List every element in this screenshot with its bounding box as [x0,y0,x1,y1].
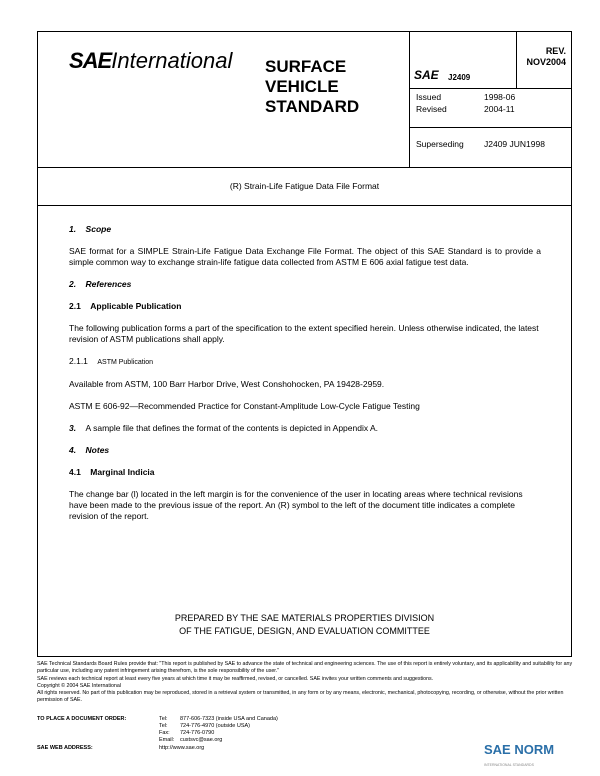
superseding-value: J2409 JUN1998 [484,139,545,149]
applicable-publication-text: The following publication forms a part of the specification to the extent specified herein. Unless otherwise indicated, the latest revision of ASTM publications shall apply. [69,323,539,344]
sae-small-logo: SAE [414,68,439,82]
subsubsection-heading: 2.1.1 ASTM Publication [69,356,153,366]
astm-reference: ASTM E 606-92—Recommended Practice for Constant-Amplitude Low-Cycle Fatigue Testing [69,401,420,411]
document-title: (R) Strain-Life Fatigue Data File Format [229,181,380,191]
document-body [69,224,541,522]
document-number: J2409 [448,73,471,82]
revised-value: 2004-11 [484,104,515,114]
issued-label: Issued [416,92,442,102]
web-link[interactable]: http://www.sae.org [159,745,205,751]
prepared-by: PREPARED BY THE SAE MATERIALS PROPERTIES DIVISION OF THE FATIGUE, DESIGN, AND EVALUATION COMMITTEE [174,613,435,636]
superseding-label: Superseding [416,139,464,149]
section-heading: 2. References [69,279,132,289]
subsection-heading: 2.1 Applicable Publication [69,301,182,311]
section-3: 3. A sample file that defines the format of the contents is depicted in Appendix A. [69,423,379,433]
header-block [38,32,571,168]
section-heading: 1. Scope [69,224,112,234]
standard-type: SURFACE VEHICLE STANDARD [265,57,360,116]
marginal-indicia-text: The change bar (l) located in the left margin is for the convenience of the user in locating areas where technical revisions have been made to the previous issue of the report. An (R) symbol to the left of the document title indicates a complete revision of the report. [69,489,523,521]
revision-block: REV. NOV2004 [526,46,566,67]
issued-value: 1998-06 [484,92,516,102]
revised-label: Revised [416,104,447,114]
email-link[interactable]: custsvc@sae.org [180,737,223,743]
astm-address: Available from ASTM, 100 Barr Harbor Drive, West Conshohocken, PA 19428-2959. [69,379,385,389]
subsection-heading: 4.1 Marginal Indicia [69,467,155,477]
title-bar [38,167,571,206]
scope-text: SAE format for a SIMPLE Strain-Life Fatigue Data Exchange File Format. The object of this SAE Standard is to provide a simple common way to exchange strain-life fatigue data collected from ASTM E 606 axial fatigue test data. [69,246,541,267]
document-frame [37,31,572,657]
sae-norm-watermark: SAE NORM INTERNATIONAL STANDARDS [484,742,555,767]
sae-international-logo: SAEInternational [69,48,233,73]
legal-footer: SAE Technical Standards Board Rules provide that: "This report is published by SAE to advance the state of technical and engineering sciences. The use of this report is entirely voluntary, and its applicability and suitability for any particular use, including any patent infringement arising therefrom, is the sole responsibility of the user." SAE reviews each technical report at least every five years at which time it may be reaffirmed, revised, or cancelled. SAE invites your written comments and suggestions. Copyright © 2004 SAE International All rights reserved. No part of this publication may be reproduced, stored in a retrieval system or transmitted, in any form or by any means, electronic, mechanical, photocopying, recording, or otherwise, without the prior written permission of SAE. [37,661,573,704]
section-heading: 4. Notes [69,445,110,455]
